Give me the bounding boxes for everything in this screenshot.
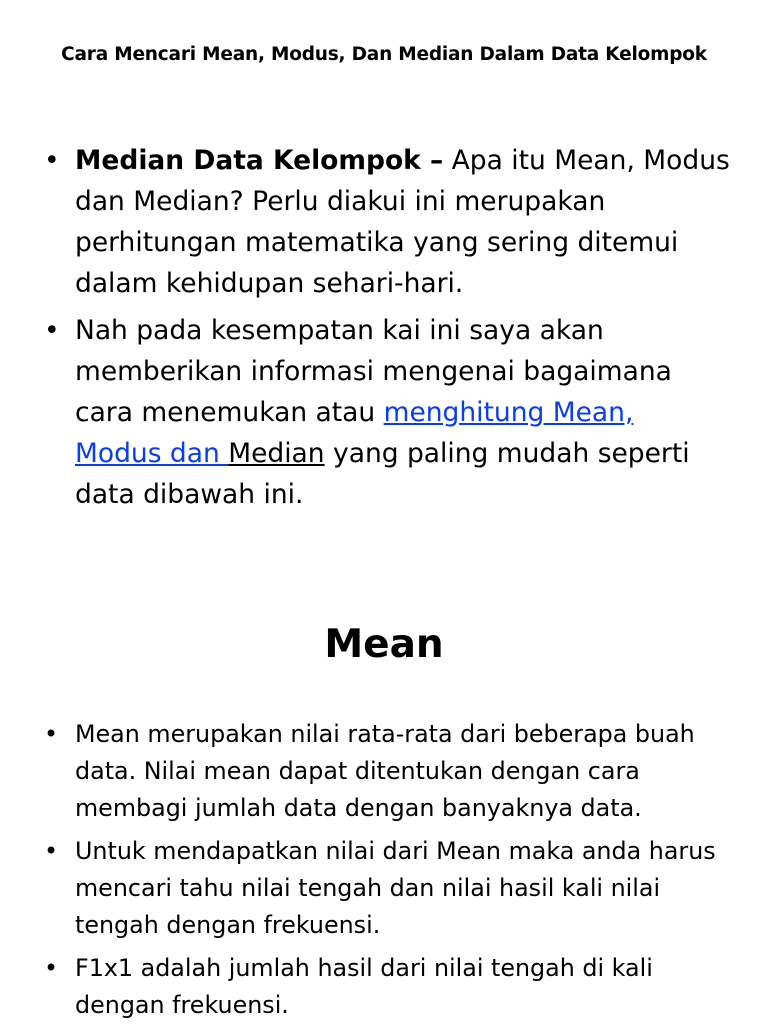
bullet-text: Apa itu Mean, Modus dan Median? Perlu diakui ini merupakan perhitungan matematika yang sering ditemui dalam kehidupan sehari-hari.: [75, 145, 730, 299]
bullet-point: •: [44, 837, 59, 865]
bullet-text: Nah pada kesempatan kai ini saya akan memberikan informasi mengenai bagaimana cara menemukan atau: [75, 315, 672, 428]
bullet-text: Untuk mendapatkan nilai dari Mean maka anda harus mencari tahu nilai tengah dan nilai hasil kali nilai tengah dengan frekuensi.: [75, 837, 716, 939]
intro-bullet-list: [0, 140, 768, 521]
bullet-point: •: [44, 954, 59, 982]
mean-bullet-list: [0, 716, 768, 1030]
bullet-text: yang paling mudah seperti data dibawah ini.: [75, 438, 690, 510]
bullet-text: F1x1 adalah jumlah hasil dari nilai tengah di kali dengan frekuensi.: [75, 954, 653, 1019]
menghitung-link[interactable]: menghitung Mean, Modus dan: [75, 397, 634, 469]
bullet-point: •: [44, 315, 60, 346]
list-item: [0, 716, 768, 827]
list-item: [0, 833, 768, 944]
page-title: Cara Mencari Mean, Modus, Dan Median Dalam Data Kelompok: [61, 44, 707, 65]
bullet-lead-bold: Median Data Kelompok –: [75, 145, 444, 176]
list-item: [0, 950, 768, 1024]
bullet-point: •: [44, 720, 59, 748]
bullet-point: •: [44, 145, 60, 176]
median-underlined-text: Median: [228, 438, 325, 469]
list-item: [0, 140, 768, 304]
list-item: [0, 310, 768, 515]
bullet-text: Mean merupakan nilai rata-rata dari beberapa buah data. Nilai mean dapat ditentukan dengan cara membagi jumlah data dengan banyaknya data.: [75, 720, 695, 822]
mean-heading: Mean: [324, 622, 444, 667]
